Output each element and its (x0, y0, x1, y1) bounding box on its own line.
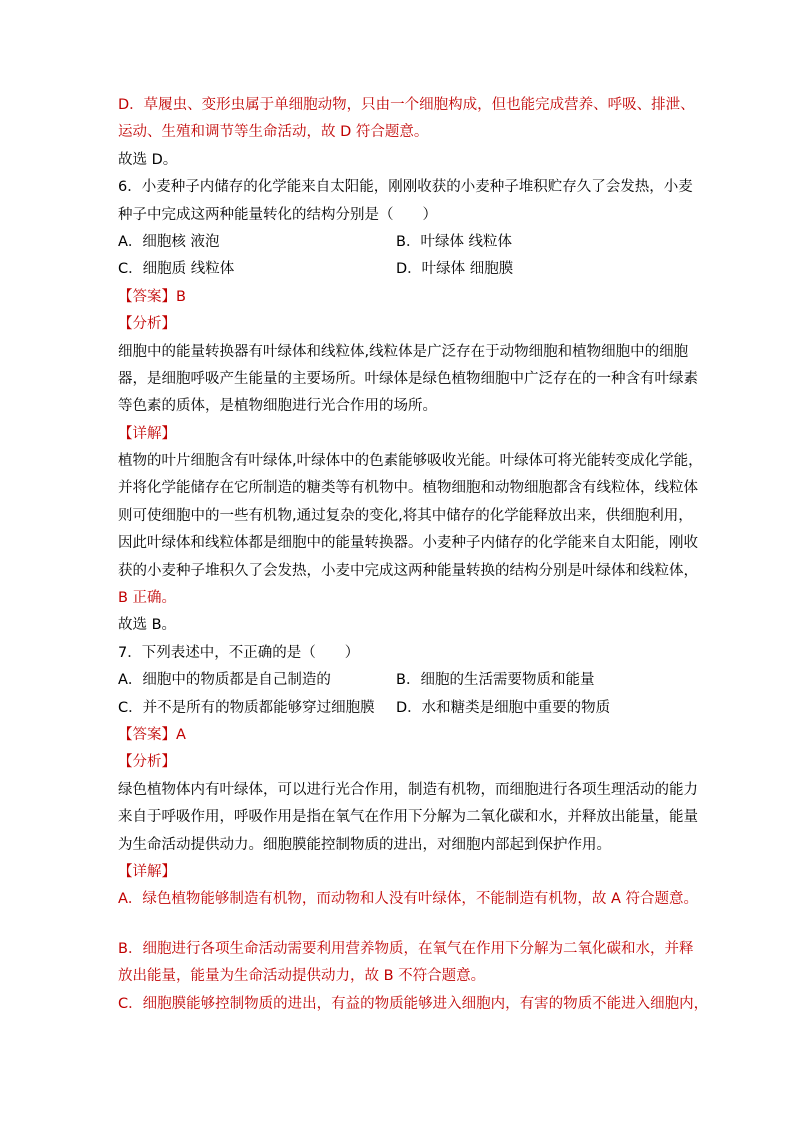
q6-detail-tag: 【详解】 (118, 425, 176, 442)
q7-detail-c: C．细胞膜能够控制物质的进出，有益的物质能够进入细胞内，有害的物质不能进入细胞内， (118, 995, 709, 1012)
q7-detail-b-line: B．细胞进行各项生命活动需要利用营养物质，在氧气在作用下分解为二氧化碳和水，并释 (118, 940, 694, 957)
q7-option-d: D．水和糖类是细胞中重要的物质 (396, 699, 611, 716)
q7-option-b: B．细胞的生活需要物质和能量 (396, 672, 595, 689)
paragraph-gap (118, 914, 678, 936)
q6-detail-line: 因此叶绿体和线粒体都是细胞中的能量转换器。小麦种子内储存的化学能来自太阳能，刚收 (118, 535, 698, 552)
q6-answer-value: B (176, 288, 186, 305)
q7-option-a: A．细胞中的物质都是自己制造的 (118, 672, 331, 689)
q7-answer-value: A (176, 726, 186, 743)
q6-conclusion: 故选 B。 (118, 617, 177, 634)
q6-detail-line: 植物的叶片细胞含有叶绿体,叶绿体中的色素能够吸收光能。叶绿体可将光能转变成化学能， (118, 453, 703, 470)
q6-option-d: D．叶绿体 细胞膜 (396, 261, 514, 278)
q7-analysis-line: 为生命活动提供动力。细胞膜能控制物质的进出，对细胞内部起到保护作用。 (118, 836, 611, 853)
q6-stem-line-2: 种子中完成这两种能量转化的结构分别是（ ） (118, 206, 437, 223)
q6-options-row-1 (118, 229, 678, 256)
q7-option-c: C．并不是所有的物质都能够穿过细胞膜 (118, 699, 375, 716)
q6-detail-line: 则可使细胞中的一些有机物,通过复杂的变化,将其中储存的化学能释放出来，供细胞利用， (118, 507, 693, 524)
q7-detail-a: A．绿色植物能够制造有机物，而动物和人没有叶绿体，不能制造有机物，故 A 符合题意。 (118, 891, 699, 908)
q6-option-c: C．细胞质 线粒体 (118, 261, 235, 278)
q7-answer (118, 722, 678, 749)
q6-stem-line-1: 6．小麦种子内储存的化学能来自太阳能，刚刚收获的小麦种子堆积贮存久了会发热，小麦 (118, 179, 693, 196)
q7-analysis-tag: 【分析】 (118, 754, 176, 771)
q7-answer-tag: 【答案】 (118, 726, 176, 743)
q7-options-row-1 (118, 667, 678, 694)
q6-analysis-line: 细胞中的能量转换器有叶绿体和线粒体,线粒体是广泛存在于动物细胞和植物细胞中的细胞 (118, 343, 689, 360)
q7-options-row-2 (118, 695, 678, 722)
q6-analysis-line: 器，是细胞呼吸产生能量的主要场所。叶绿体是绿色植物细胞中广泛存在的一种含有叶绿素 (118, 370, 698, 387)
q7-detail-tag: 【详解】 (118, 863, 176, 880)
q7-analysis-line: 来自于呼吸作用，呼吸作用是指在氧气在作用下分解为二氧化碳和水，并释放出能量，能量 (118, 809, 698, 826)
q6-options-row-2 (118, 256, 678, 283)
q6-analysis-line: 等色素的质体，是植物细胞进行光合作用的场所。 (118, 398, 437, 415)
q6-answer (118, 284, 678, 311)
q6-detail-line: B 正确。 (118, 590, 177, 607)
prev-option-d-line-1: D．草履虫、变形虫属于单细胞动物，只由一个细胞构成，但也能完成营养、呼吸、排泄、 (118, 97, 695, 113)
q7-detail-b-line: 放出能量，能量为生命活动提供动力，故 B 不符合题意。 (118, 968, 486, 985)
q6-detail-line: 获的小麦种子堆积久了会发热，小麦中完成这两种能量转换的结构分别是叶绿体和线粒体， (118, 562, 698, 579)
q6-analysis-tag: 【分析】 (118, 316, 176, 333)
prev-conclusion: 故选 D。 (118, 151, 178, 168)
q6-option-a: A．细胞核 液泡 (118, 233, 220, 250)
q6-detail-line: 并将化学能储存在它所制造的糖类等有机物中。植物细胞和动物细胞都含有线粒体，线粒体 (118, 480, 698, 497)
q6-option-b: B．叶绿体 线粒体 (396, 233, 513, 250)
prev-option-d-line-2: 运动、生殖和调节等生命活动，故 D 符合题意。 (118, 124, 429, 141)
q7-stem: 7．下列表述中，不正确的是（ ） (118, 644, 360, 661)
document-page (118, 92, 709, 1018)
q6-answer-tag: 【答案】 (118, 288, 176, 305)
q7-analysis-line: 绿色植物体内有叶绿体，可以进行光合作用，制造有机物，而细胞进行各项生理活动的能力 (118, 781, 698, 798)
